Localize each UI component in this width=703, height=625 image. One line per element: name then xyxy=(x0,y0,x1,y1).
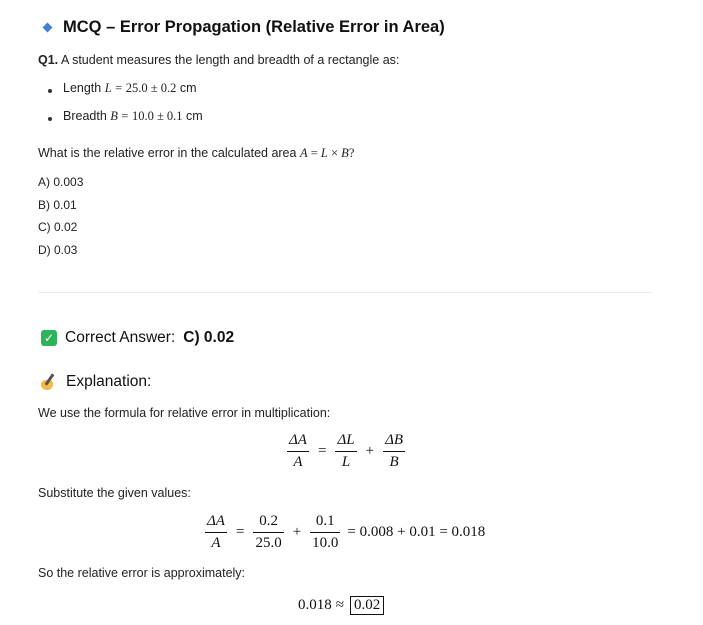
substitute-text: Substitute the given values: xyxy=(38,486,191,500)
correct-answer-heading xyxy=(41,329,234,347)
question-text: A student measures the length and breadth of a rectangle as: xyxy=(60,53,400,67)
question-label: Q1. xyxy=(38,53,59,67)
page-title xyxy=(42,18,445,37)
frac-denominator: 25.0 xyxy=(253,532,283,552)
final-value: 0.018 xyxy=(298,597,332,613)
equals-sign: = xyxy=(235,523,245,540)
frac-numerator: ΔA xyxy=(207,513,225,529)
prompt-qmark: ? xyxy=(348,146,355,160)
bullet-dot xyxy=(48,89,52,93)
prompt-eq: = xyxy=(307,146,321,160)
substitution-result: = 0.008 + 0.01 = 0.018 xyxy=(347,523,486,540)
fraction-breadth-value xyxy=(310,513,340,551)
frac-denominator: B xyxy=(383,451,405,471)
frac-numerator: 0.2 xyxy=(259,513,278,529)
explanation-intro: We use the formula for relative error in multiplication: xyxy=(38,406,331,420)
plus-sign: + xyxy=(365,442,375,459)
prompt-times: × xyxy=(327,146,342,160)
bullet-value: 25.0 ± 0.2 xyxy=(125,81,177,95)
bullet-dot xyxy=(48,117,52,121)
bullet-prefix: Length xyxy=(63,81,102,95)
boxed-answer: 0.02 xyxy=(350,596,384,615)
bullet-value: 10.0 ± 0.1 xyxy=(131,109,183,123)
fraction-breadth xyxy=(383,432,405,470)
bullet-var: B xyxy=(110,109,118,123)
prompt-var-b: B xyxy=(341,146,349,160)
explanation-heading-text: Explanation: xyxy=(66,373,152,390)
bullet-eq: = xyxy=(121,109,129,123)
bullet-eq: = xyxy=(115,81,123,95)
frac-numerator: ΔL xyxy=(337,432,355,448)
bullet-var: L xyxy=(104,81,112,95)
divider xyxy=(38,292,652,293)
option-d: D) 0.03 xyxy=(38,243,78,257)
fraction-length xyxy=(335,432,356,470)
bullet-prefix: Breadth xyxy=(63,109,107,123)
prompt-text: What is the relative error in the calculated area xyxy=(38,146,297,160)
writing-hand-icon xyxy=(40,373,58,391)
substitution-equation xyxy=(202,513,485,551)
answer-value: C) 0.02 xyxy=(183,329,235,346)
conclusion-text: So the relative error is approximately: xyxy=(38,566,246,580)
final-answer xyxy=(298,596,384,615)
bullet-unit: cm xyxy=(186,109,203,123)
bullet-length xyxy=(63,81,196,96)
relative-error-formula xyxy=(284,432,408,470)
bullet-breadth xyxy=(63,109,203,124)
frac-denominator: 10.0 xyxy=(310,532,340,552)
fraction-length-value xyxy=(253,513,283,551)
frac-numerator: ΔB xyxy=(385,432,404,448)
answer-label: Correct Answer: xyxy=(65,329,176,346)
option-b: B) 0.01 xyxy=(38,198,77,212)
prompt-var-a: A xyxy=(299,146,308,160)
plus-sign: + xyxy=(292,523,302,540)
frac-denominator: A xyxy=(287,451,309,471)
frac-denominator: L xyxy=(335,451,356,471)
check-mark-icon: ✓ xyxy=(41,330,57,346)
approx-sign: ≈ xyxy=(335,597,344,613)
option-c: C) 0.02 xyxy=(38,220,78,234)
question-line xyxy=(38,53,399,67)
frac-numerator: 0.1 xyxy=(315,513,335,529)
question-prompt xyxy=(38,146,354,161)
title-text: MCQ – Error Propagation (Relative Error in Area) xyxy=(63,18,445,36)
prompt-var-l: L xyxy=(320,146,328,160)
diamond-icon xyxy=(43,23,53,33)
fraction-lhs xyxy=(205,513,227,551)
option-a: A) 0.003 xyxy=(38,175,84,189)
bullet-unit: cm xyxy=(179,81,197,95)
fraction-lhs xyxy=(287,432,309,470)
equals-sign: = xyxy=(317,442,327,459)
frac-denominator: A xyxy=(205,532,227,552)
frac-numerator: ΔA xyxy=(289,432,307,448)
explanation-heading xyxy=(40,373,151,391)
